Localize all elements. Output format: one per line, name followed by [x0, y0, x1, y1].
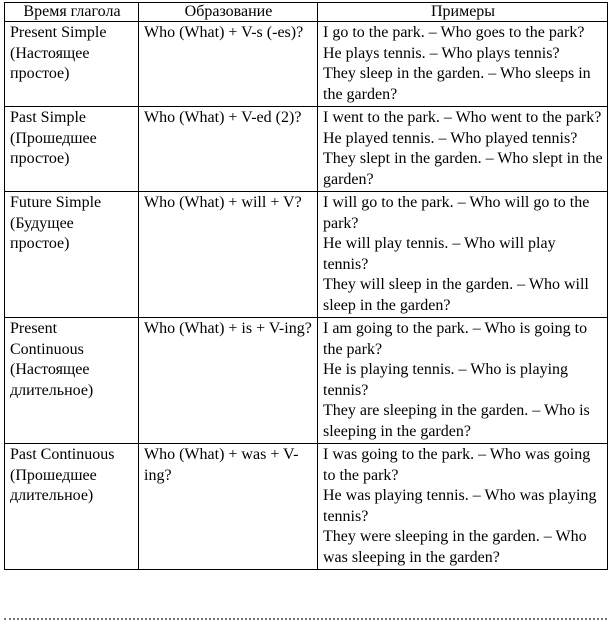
header-formation: Образование [139, 3, 318, 22]
table-row [5, 22, 608, 107]
table-row [5, 318, 608, 444]
examples-cell [318, 444, 608, 570]
examples-cell [318, 107, 608, 192]
formation-cell: Who (What) + V-ed (2)? [139, 107, 318, 192]
tense-cell: Past Simple (Прошедшее простое) [5, 107, 139, 192]
example-sentence: I was going to the park. – Who was going to the park? [323, 446, 591, 484]
tense-cell: Present Simple (Настоящее простое) [5, 22, 139, 107]
header-row [5, 3, 608, 22]
table-row [5, 107, 608, 192]
example-sentence: I go to the park. – Who goes to the park? [323, 24, 585, 41]
examples-cell [318, 318, 608, 444]
tense-table [4, 2, 608, 570]
table-row [5, 444, 608, 570]
table-row [5, 192, 608, 318]
cut-off-text-fragment [4, 615, 607, 621]
example-sentence: I will go to the park. – Who will go to the park? [323, 194, 590, 232]
example-sentence: He will play tennis. – Who will play tennis? [323, 235, 556, 273]
example-sentence: They are sleeping in the garden. – Who is sleeping in the garden? [323, 402, 590, 440]
tense-cell: Past Continuous (Прошедшее длительное) [5, 444, 139, 570]
tense-cell: Present Continuous (Настоящее длительное) [5, 318, 139, 444]
example-sentence: They sleep in the garden. – Who sleeps in the garden? [323, 65, 591, 103]
formation-cell: Who (What) + V-s (-es)? [139, 22, 318, 107]
example-sentence: They were sleeping in the garden. – Who was sleeping in the garden? [323, 528, 587, 566]
formation-cell: Who (What) + is + V-ing? [139, 318, 318, 444]
example-sentence: They will sleep in the garden. – Who will sleep in the garden? [323, 276, 589, 314]
example-sentence: He plays tennis. – Who plays tennis? [323, 44, 560, 62]
formation-cell: Who (What) + will + V? [139, 192, 318, 318]
tense-cell: Future Simple (Будущее простое) [5, 192, 139, 318]
example-sentence: They slept in the garden. – Who slept in the garden? [323, 150, 603, 188]
example-sentence: I am going to the park. – Who is going to the park? [323, 320, 588, 358]
example-sentence: He played tennis. – Who played tennis? [323, 129, 578, 147]
examples-cell [318, 192, 608, 318]
example-sentence: He was playing tennis. – Who was playing tennis? [323, 487, 597, 525]
header-examples: Примеры [318, 3, 608, 22]
formation-cell: Who (What) + was + V-ing? [139, 444, 318, 570]
example-sentence: I went to the park. – Who went to the park? [323, 109, 602, 126]
header-tense: Время глагола [5, 3, 139, 22]
example-sentence: He is playing tennis. – Who is playing tennis? [323, 361, 569, 399]
examples-cell [318, 22, 608, 107]
